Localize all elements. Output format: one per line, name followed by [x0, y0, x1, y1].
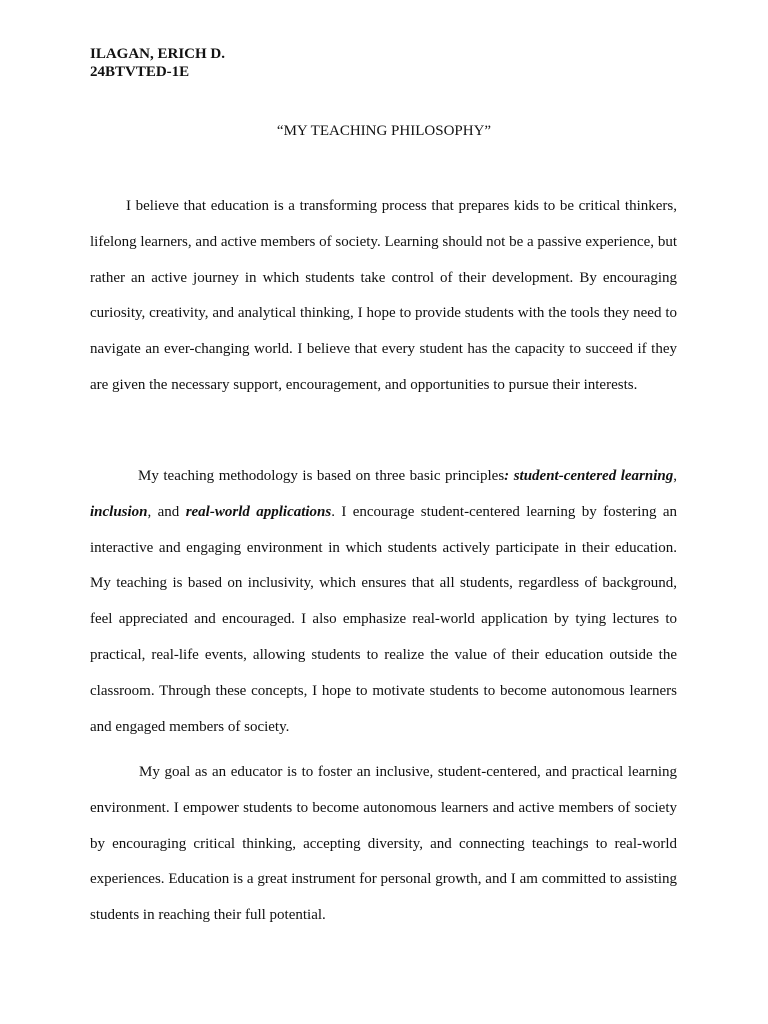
principles-comma: , [673, 468, 677, 484]
author-header [90, 45, 225, 81]
paragraph-1: I believe that education is a transforming process that prepares kids to be critical thinkers, lifelong learners, and active members of society. Learning should not be a passive experience, but rather an active journey in which students take control of their development. By encouraging curiosity, creativity, and analytical thinking, I hope to provide students with the tools they need to navigate an ever-changing world. I believe that every student has the capacity to succeed if they are given the necessary support, encouragement, and opportunities to pursue their interests. [90, 198, 677, 393]
principle-inclusion: inclusion [90, 503, 148, 520]
principle-real-world: real-world applications [185, 503, 332, 520]
paragraph-3: My goal as an educator is to foster an inclusive, student-centered, and practical learning environment. I empower students to become autonomous learners and active members of society by encouraging critical thinking, accepting diversity, and connecting teachings to real-world experiences. Education is a great instrument for personal growth, and I am committed to assisting students in reaching their full potential. [90, 764, 677, 924]
principles-colon: : [504, 468, 510, 484]
author-section: 24BTVTED-1E [90, 64, 190, 80]
principle-student-centered: student-centered learning [513, 468, 674, 484]
author-name: ILAGAN, ERICH D. [90, 46, 226, 62]
paragraph-2 [90, 459, 677, 745]
paragraph-2-body: . I encourage student-centered learning by fostering an interactive and engaging environment in which students actively participate in their education. My teaching is based on inclusivity, which ensures that all students, regardless of background, feel appreciated and encouraged. I also emphasize real-world application by tying lectures to practical, real-life events, allowing students to realize the value of their education outside the classroom. Through these concepts, I hope to motivate students to become autonomous learners and engaged members of society. [90, 503, 677, 735]
principles-and: , and [147, 503, 180, 520]
paragraph-2-intro: My teaching methodology is based on three basic principles [138, 468, 505, 484]
document-title: “MY TEACHING PHILOSOPHY” [276, 123, 492, 139]
